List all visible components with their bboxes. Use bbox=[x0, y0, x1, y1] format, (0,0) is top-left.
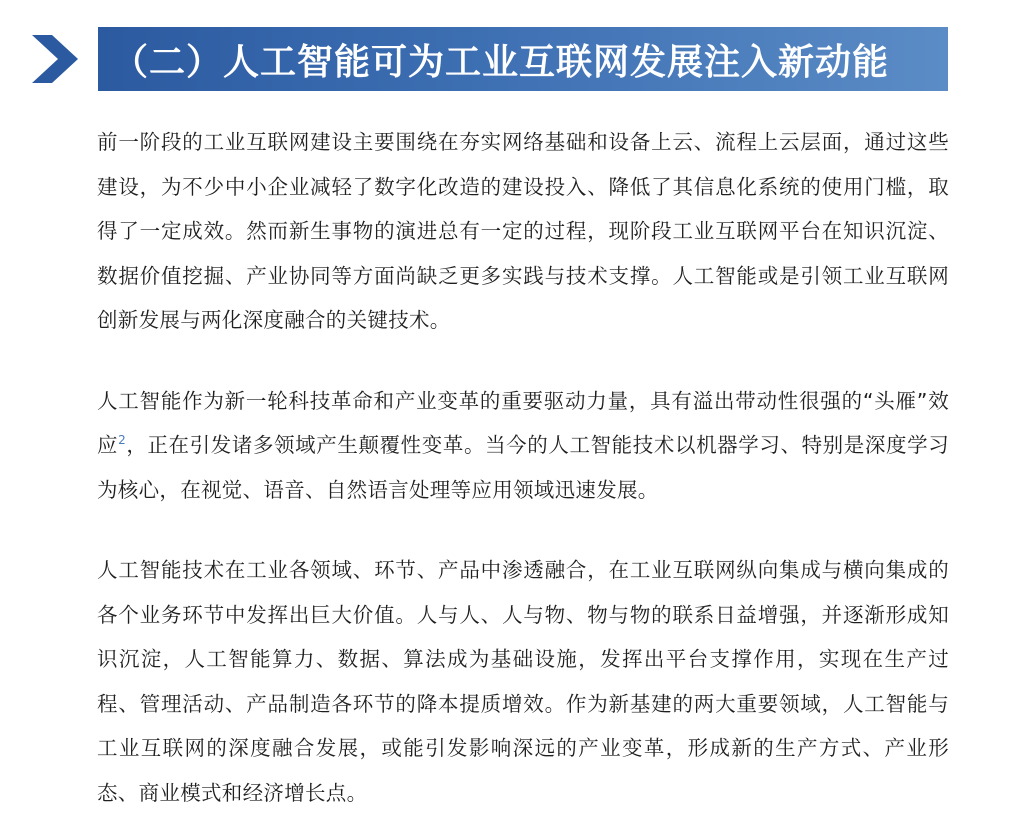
chevron-right-icon bbox=[32, 35, 78, 83]
paragraph-2-text-a: 人工智能作为新一轮科技革命和产业变革的重要驱动力量，具有溢出带动性很强的“头雁”效应 bbox=[97, 388, 949, 457]
paragraph-2 bbox=[97, 379, 949, 513]
footnote-marker[interactable]: 2 bbox=[118, 433, 127, 448]
title-banner bbox=[98, 27, 948, 91]
paragraph-3: 人工智能技术在工业各领域、环节、产品中渗透融合，在工业互联网纵向集成与横向集成的各个业务环节中发挥出巨大价值。人与人、人与物、物与物的联系日益增强，并逐渐形成知识沉淀，人工智能算力、数据、算法成为基础设施，发挥出平台支撑作用，实现在生产过程、管理活动、产品制造各环节的降本提质增效。作为新基建的两大重要领域，人工智能与工业互联网的深度融合发展，或能引发影响深远的产业变革，形成新的生产方式、产业形态、商业模式和经济增长点。 bbox=[97, 558, 949, 805]
article-body bbox=[97, 120, 949, 815]
section-title: （二）人工智能可为工业互联网发展注入新动能 bbox=[112, 41, 890, 83]
section-heading bbox=[28, 27, 948, 91]
paragraph-1: 前一阶段的工业互联网建设主要围绕在夯实网络基础和设备上云、流程上云层面，通过这些建设，为不少中小企业减轻了数字化改造的建设投入、降低了其信息化系统的使用门槛，取得了一定成效。然而新生事物的演进总有一定的过程，现阶段工业互联网平台在知识沉淀、数据价值挖掘、产业协同等方面尚缺乏更多实践与技术支撑。人工智能或是引领工业互联网创新发展与两化深度融合的关键技术。 bbox=[97, 130, 949, 332]
paragraph-2-text-b: ，正在引发诸多领域产生颠覆性变革。当今的人工智能技术以机器学习、特别是深度学习为核心，在视觉、语音、自然语言处理等应用领域迅速发展。 bbox=[97, 433, 949, 502]
